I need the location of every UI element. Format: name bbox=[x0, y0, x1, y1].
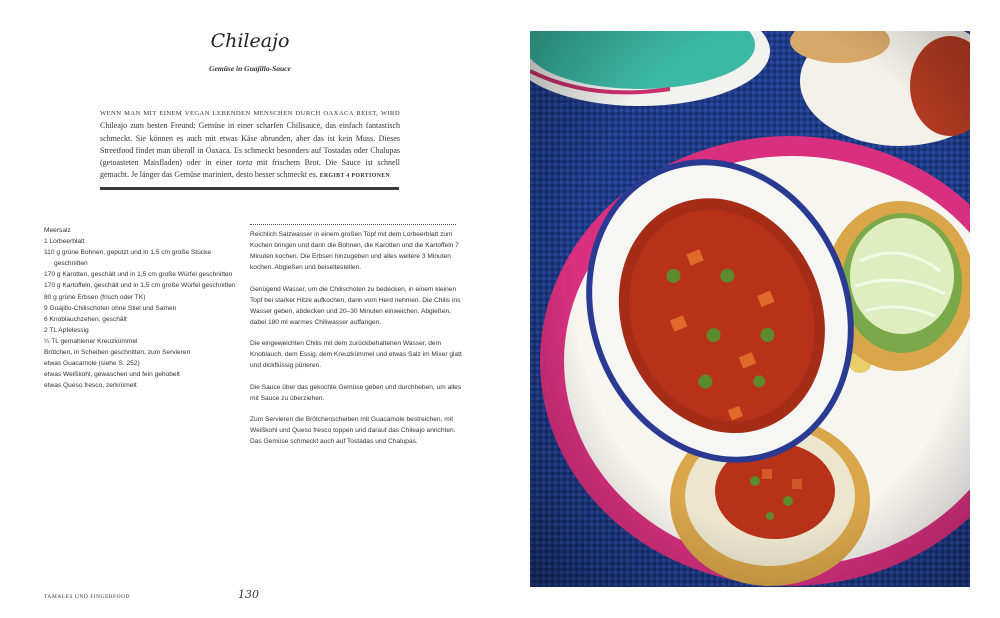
method-step: Die Sauce über das gekochte Gemüse geben und durchheben, um alles mit Sauce zu überziehen. bbox=[250, 383, 462, 402]
ingredient-item: etwas Queso fresco, zerkrümelt bbox=[44, 382, 137, 390]
ingredient-item: etwas Guacamole (siehe S. 252) bbox=[44, 360, 140, 368]
footer-section-title: TAMALES UND FINGERFOOD bbox=[44, 594, 131, 600]
ingredient-item: 80 g grüne Erbsen (frisch oder TK) bbox=[44, 293, 146, 301]
intro-body-part-2: mit frischem Brot. Die Sauce ist schnell gemacht. Je länger das Gemüse mariniert, desto besser schmeckt es. bbox=[100, 158, 401, 180]
ingredient-item: Meersalz bbox=[44, 227, 71, 234]
ingredient-item: Brötchen, in Scheiben geschnitten, zum Servieren bbox=[44, 349, 191, 357]
recipe-intro bbox=[100, 107, 400, 183]
servings-label: ERGIBT 4 PORTIONEN bbox=[319, 173, 391, 180]
ingredient-item: 170 g Kartoffeln, geschält und in 1,5 cm große Würfel geschnitten bbox=[44, 282, 236, 290]
ingredient-item: 110 g grüne Bohnen, geputzt und in 1,5 cm große Stücke geschnitten bbox=[44, 249, 212, 268]
intro-body-part-1: Chileajo zum besten Freund: Gemüse in einer scharfen Chilisauce, das einfach fantastisch schmeckt. Sie können es auch mit etwas Käse abrunden, aber das ist kein Muss. Dieses Streetfood findet man überall in Oaxaca. Es schmeckt besonders auf Tostadas oder Chalupas (getoasteten Maisfladen) oder in einer bbox=[100, 121, 400, 168]
recipe-subtitle: Gemüse in Guajillo-Sauce bbox=[209, 64, 291, 73]
ingredient-item: 6 Knoblauchzehen, geschält bbox=[44, 315, 127, 323]
food-photo-illustration bbox=[530, 31, 970, 587]
recipe-title: Chileajo bbox=[210, 30, 290, 52]
ingredient-item: 2 TL Apfelessig bbox=[44, 326, 89, 334]
method-step: Die eingeweichten Chilis mit dem zurückbehaltenen Wasser, dem Knoblauch, dem Essig, dem Kreuzkümmel und etwas Salz im Mixer glatt und dickflüssig pürieren. bbox=[250, 340, 462, 369]
ingredient-item: ¼ TL gemahlener Kreuzkümmel bbox=[44, 337, 138, 345]
page-number: 130 bbox=[238, 588, 259, 601]
intro-italic-word: torta bbox=[236, 158, 253, 168]
ingredient-item: etwas Weißkohl, gewaschen und fein gehobelt bbox=[44, 371, 180, 379]
method-step: Genügend Wasser, um die Chilischoten zu bedecken, in einem kleinen Topf bei starker Hitze aufkochen, dann vom Herd nehmen. Die Chilis ins Wasser geben, abdecken und 20–30 Minuten einweichen. Abgießen, dabei 180 ml warmes Chiliwasser auffangen. bbox=[250, 285, 461, 326]
method-step: Zum Servieren die Brötchenscheiben mit Guacamole bestreichen, mit Weißkohl und Queso fresco toppen und darauf das Chileajo anrichten. Das Gemüse schmeckt auch auf Tostadas und Chalupas. bbox=[250, 416, 456, 445]
method-steps bbox=[250, 229, 462, 458]
ingredient-item: 170 g Karotten, geschält und in 1,5 cm große Würfel geschnitten bbox=[44, 271, 233, 279]
method-divider bbox=[250, 224, 456, 225]
intro-lead: WENN MAN MIT EINEM VEGAN LEBENDEN MENSCHEN DURCH OAXACA REIST, WIRD bbox=[100, 110, 400, 117]
food-photo bbox=[530, 31, 970, 587]
method-step: Reichlich Salzwasser in einem großen Topf mit dem Lorbeerblatt zum Kochen bringen und darin die Bohnen, die Karotten und die Kartoffeln 7 Minuten kochen. Die Erbsen hinzugeben und alles weitere 3 Minuten kochen. Abgießen und beiseitestellen. bbox=[250, 231, 459, 271]
ingredient-list bbox=[44, 225, 244, 391]
ingredient-item: 1 Lorbeerblatt bbox=[44, 238, 85, 246]
intro-divider bbox=[100, 187, 399, 190]
ingredient-item: 9 Guajillo-Chilischoten ohne Stiel und Samen bbox=[44, 304, 177, 312]
